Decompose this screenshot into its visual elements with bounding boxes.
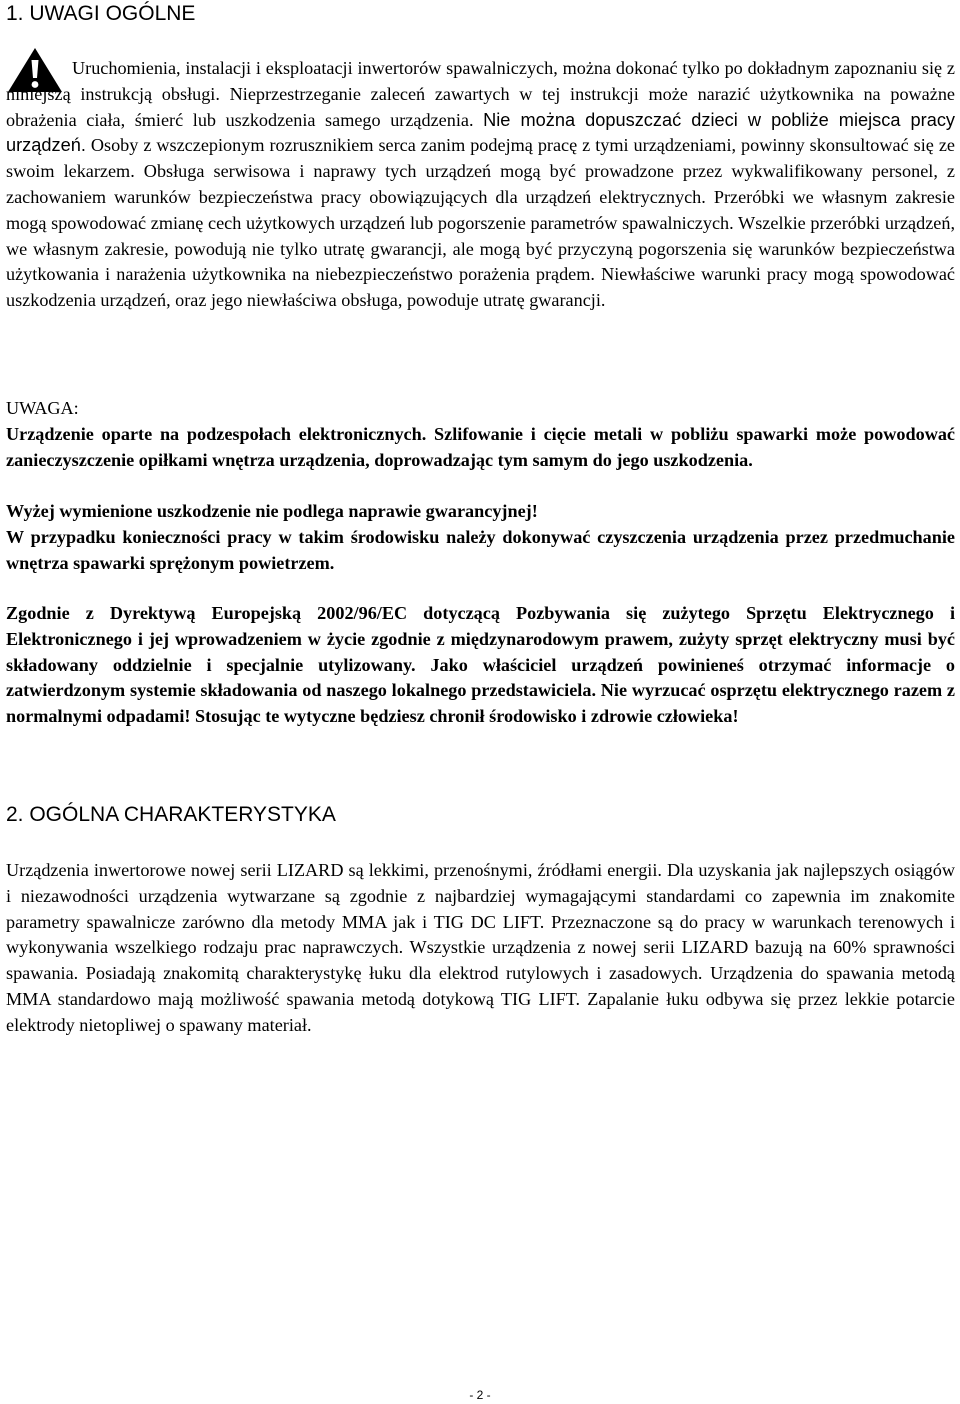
uwaga-paragraph-electronics: Urządzenie oparte na podzespołach elektronicznych. Szlifowanie i cięcie metali w pobliżu spawarki może powodować zanieczyszczenie opiłkami wnętrza urządzenia, doprowadzając tym samym do jego uszkodzenia. [6, 424, 955, 470]
characteristics-paragraph: Urządzenia inwertorowe nowej serii LIZARD są lekkimi, przenośnymi, źródłami energii. Dla uzyskania jak najlepszych osiągów i niezawodności urządzenia wytwarzane są zgodnie z najbardziej wymagającymi standardami co zapewnia im znakomite parametry spawalnicze zarówno dla metody MMA jak i TIG DC LIFT. Przeznaczone są do pracy w warunkach terenowych i wykonywania wszelkiego rodzaju prac naprawczych. Wszystkie urządzenia z nowej serii LIZARD bazują na 60% sprawności spawania. Posiadają znakomitą charakterystykę łuku dla elektrod rutylowych i zasadowych. Urządzenia do spawania metodą MMA standardowo mają możliwość spawania metodą dotykową TIG LIFT. Zapalanie łuku odbywa się przez lekkie potarcie elektrody nietopliwej o spawany materiał. [6, 860, 955, 1035]
warnings-text-serif: Uruchomienia, instalacji i eksploatacji inwertorów spawalniczych, można dokonać tylko po dokładnym zapoznaniu się z niniejszą instrukcją obsługi. Nieprzestrzeganie zaleceń zawartych w tej instrukcji może narazić użytkownika na poważne obrażenia ciała, śmierć lub uszkodzenia samego urządzenia. [6, 58, 955, 130]
weee-directive-paragraph: Zgodnie z Dyrektywą Europejską 2002/96/EC dotyczącą Pozbywania się zużytego Sprzętu Elektrycznego i Elektronicznego i jej wprowadzeniem w życie zgodnie z międzynarodowym prawem, zużyty sprzęt elektryczny musi być składowany oddzielnie i specjalnie utylizowany. Jako właściciel urządzeń powinieneś otrzymać informacje o zatwierdzonym systemie składowania od naszego lokalnego przedstawiciela. Nie wyrzucać osprzętu elektrycznego razem z normalnymi odpadami! Stosując te wytyczne będziesz chronił środowisko i zdrowie człowieka! [6, 603, 955, 727]
children-warning-text: Nie można dopuszczać dzieci w pobliże miejsca pracy urządzeń. [6, 109, 956, 156]
section-2-heading: 2. OGÓLNA CHARAKTERYSTYKA [6, 803, 336, 826]
section-1-heading: 1. UWAGI OGÓLNE [6, 2, 196, 25]
uwaga-paragraph-cleaning: W przypadku konieczności pracy w takim środowisku należy dokonywać czyszczenia urządzenia przez przedmuchanie wnętrza spawarki sprężonym powietrzem. [6, 527, 955, 573]
page-number: - 2 - [469, 1388, 491, 1402]
general-warnings-paragraph [6, 56, 955, 314]
uwaga-label: UWAGA: [6, 398, 79, 418]
uwaga-paragraph-no-warranty: Wyżej wymienione uszkodzenie nie podlega naprawie gwarancyjnej! [6, 501, 538, 521]
warnings-text-rest: Osoby z wszczepionym rozrusznikiem serca zanim podejmą pracę z tymi urządzeniami, powinny skonsultować się ze swoim lekarzem. Obsługa serwisowa i naprawy tych urządzeń mogą być prowadzone przez wykwalifikowany personel, z zachowaniem warunków bezpieczeństwa pracy obowiązujących dla urządzeń elektrycznych. Przeróbki we własnym zakresie mogą spowodować zmianę cech użytkowych urządzeń lub pogorszenie parametrów spawalniczych. Wszelkie przeróbki urządzeń, we własnym zakresie, powodują nie tylko utratę gwarancji, ale mogą być przyczyną pogorszenia się warunków bezpieczeństwa użytkowania i narażenia użytkownika na niebezpieczeństwo porażenia prądem. Niewłaściwe warunki pracy mogą spowodować uszkodzenia urządzeń, oraz jego niewłaściwa obsługa, powoduje utratę gwarancji. [6, 135, 955, 311]
